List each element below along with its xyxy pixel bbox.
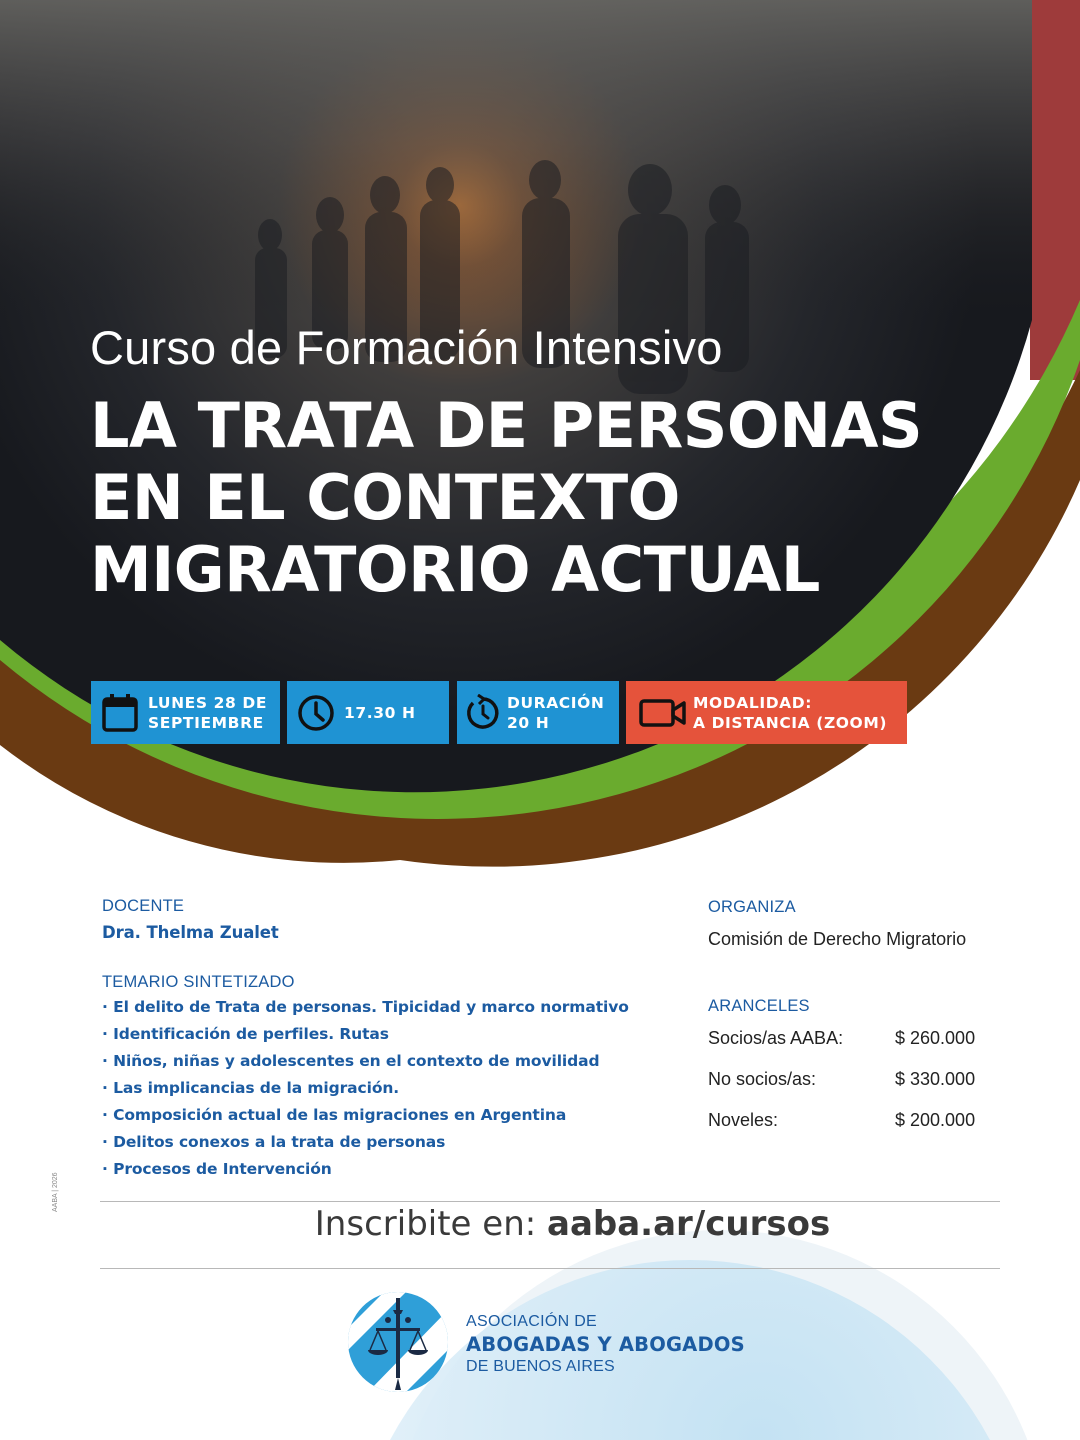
date-box — [91, 681, 280, 744]
aranceles-section — [708, 997, 998, 1151]
signup-prefix: Inscribite en: — [314, 1204, 548, 1244]
signup-cta — [0, 1204, 1080, 1244]
course-title-line-3: MIGRATORIO ACTUAL — [90, 533, 820, 606]
temario-section — [102, 973, 629, 1183]
price-value: $ 260.000 — [895, 1028, 976, 1048]
clock-icon — [297, 694, 335, 732]
price-name: Socios/as AABA: — [708, 1028, 844, 1048]
time-box — [287, 681, 449, 744]
duration-line-2: 20 H — [507, 713, 550, 732]
docente-label: DOCENTE — [102, 897, 185, 915]
divider-bottom — [100, 1268, 1000, 1269]
temario-item: · Procesos de Intervención — [102, 1160, 332, 1178]
duration-icon — [465, 694, 501, 732]
docente-name: Dra. Thelma Zualet — [102, 923, 279, 942]
org-line-1: ASOCIACIÓN DE — [466, 1313, 598, 1330]
price-name: Noveles: — [708, 1110, 779, 1130]
mode-line-1: MODALIDAD: — [693, 693, 813, 712]
divider-top — [100, 1201, 1000, 1202]
course-title-line-1: LA TRATA DE PERSONAS — [90, 389, 923, 462]
temario-item: · Delitos conexos a la trata de personas — [102, 1133, 446, 1151]
side-note: AABA | 2026 — [52, 1172, 59, 1212]
course-subtitle: Curso de Formación Intensivo — [90, 321, 723, 374]
temario-item: · Identificación de perfiles. Rutas — [102, 1025, 389, 1043]
docente-section — [102, 897, 279, 946]
temario-item: · Las implicancias de la migración. — [102, 1079, 400, 1097]
date-line-2: SEPTIEMBRE — [148, 713, 264, 732]
temario-item: · El delito de Trata de personas. Tipicidad y marco normativo — [102, 998, 629, 1016]
temario-item: · Niños, niñas y adolescentes en el contexto de movilidad — [102, 1052, 600, 1070]
price-value: $ 200.000 — [895, 1110, 976, 1130]
calendar-icon — [102, 694, 138, 732]
duration-line-1: DURACIÓN — [507, 693, 605, 712]
org-line-3: DE BUENOS AIRES — [466, 1358, 615, 1375]
time-text: 17.30 H — [344, 703, 416, 722]
temario-item: · Composición actual de las migraciones en Argentina — [102, 1106, 567, 1124]
organiza-value: Comisión de Derecho Migratorio — [708, 929, 967, 949]
date-line-1: LUNES 28 DE — [148, 693, 268, 712]
price-name: No socios/as: — [708, 1069, 817, 1089]
signup-link[interactable]: aaba.ar/cursos — [547, 1204, 831, 1244]
organiza-label: ORGANIZA — [708, 898, 796, 916]
organiza-section — [708, 898, 966, 950]
video-camera-icon — [639, 698, 687, 728]
course-title-line-2: EN EL CONTEXTO — [90, 461, 680, 534]
temario-label: TEMARIO SINTETIZADO — [102, 973, 295, 991]
mode-box — [626, 681, 907, 744]
mode-line-2: A DISTANCIA (ZOOM) — [693, 713, 888, 732]
org-line-2: ABOGADAS Y ABOGADOS — [466, 1333, 745, 1356]
price-row — [708, 1110, 998, 1151]
price-value: $ 330.000 — [895, 1069, 976, 1089]
duration-box — [457, 681, 619, 744]
price-row — [708, 1028, 998, 1069]
aaba-logo-icon — [346, 1290, 450, 1394]
aranceles-label: ARANCELES — [708, 997, 810, 1015]
org-name — [466, 1313, 745, 1376]
price-row — [708, 1069, 998, 1110]
hero-text — [90, 318, 990, 606]
